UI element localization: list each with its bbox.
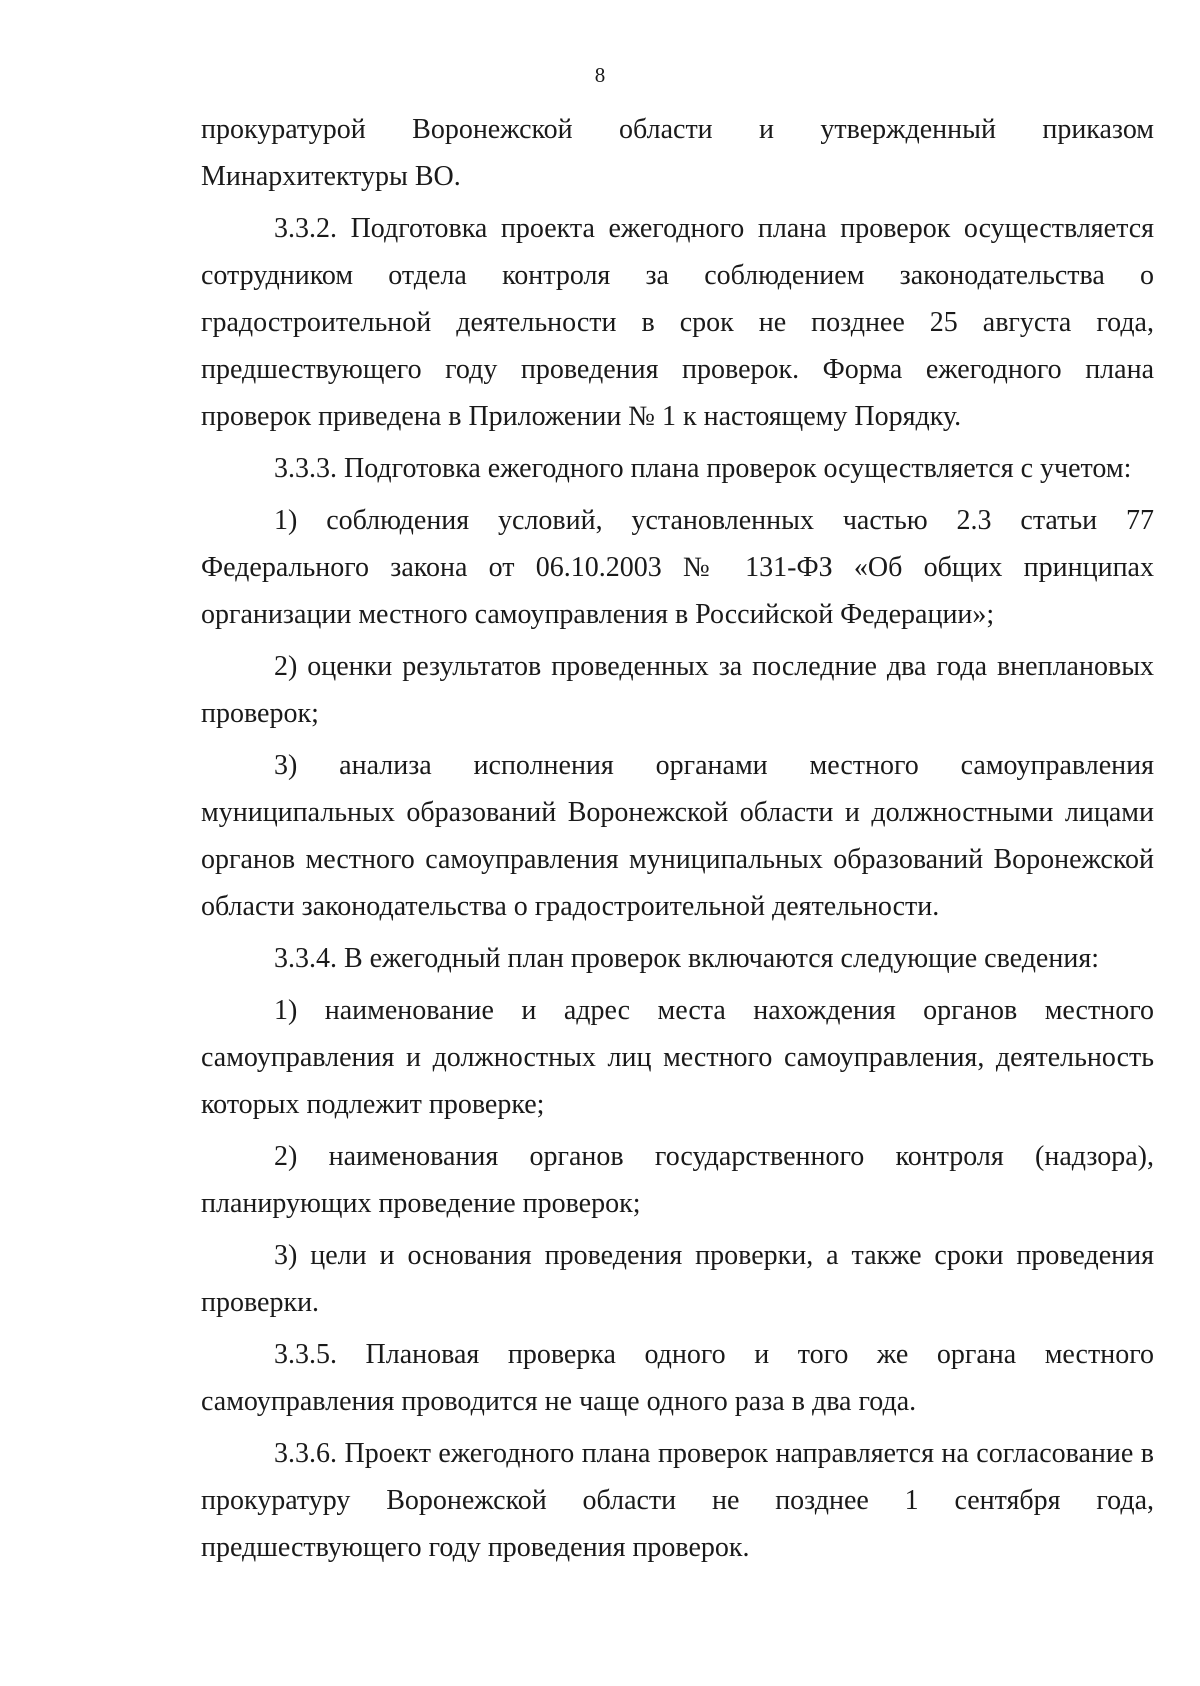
list-item-3-3-3-2: 2) оценки результатов проведенных за последние два года внеплановых проверок; (201, 651, 1154, 729)
paragraph-continuation: прокуратурой Воронежской области и утвержденный приказом Минархитектуры ВО. (201, 114, 1154, 192)
paragraph-3-3-5: 3.3.5. Плановая проверка одного и того же органа местного самоуправления проводится не чаще одного раза в два года. (201, 1339, 1154, 1417)
paragraph-3-3-6: 3.3.6. Проект ежегодного плана проверок направляется на согласование в прокуратуру Воронежской области не позднее 1 сентября года, предшествующего году проведения проверок. (201, 1438, 1154, 1563)
paragraph-3-3-4: 3.3.4. В ежегодный план проверок включаются следующие сведения: (274, 943, 1099, 974)
paragraph-3-3-3: 3.3.3. Подготовка ежегодного плана проверок осуществляется с учетом: (274, 453, 1132, 484)
list-item-3-3-4-3: 3) цели и основания проведения проверки, а также сроки проведения проверки. (201, 1240, 1154, 1318)
document-body (201, 106, 1154, 1576)
list-item-3-3-4-1: 1) наименование и адрес места нахождения органов местного самоуправления и должностных лиц местного самоуправления, деятельность которых подлежит проверке; (201, 995, 1154, 1120)
paragraph-3-3-2: 3.3.2. Подготовка проекта ежегодного плана проверок осуществляется сотрудником отдела контроля за соблюдением законодательства о градостроительной деятельности в срок не позднее 25 августа года, предшествующего году проведения проверок. Форма ежегодного плана проверок приведена в Приложении № 1 к настоящему Порядку. (201, 213, 1154, 432)
list-item-3-3-3-1: 1) соблюдения условий, установленных частью 2.3 статьи 77 Федерального закона от 06.10.2003 № 131-ФЗ «Об общих принципах организации местного самоуправления в Российской Федерации»; (201, 505, 1154, 630)
page-number: 8 (594, 63, 606, 87)
list-item-3-3-3-3: 3) анализа исполнения органами местного самоуправления муниципальных образований Воронежской области и должностными лицами органов местного самоуправления муниципальных образований Воронежской области законодательства о градостроительной деятельности. (201, 750, 1154, 922)
list-item-3-3-4-2: 2) наименования органов государственного контроля (надзора), планирующих проведение проверок; (201, 1141, 1154, 1219)
